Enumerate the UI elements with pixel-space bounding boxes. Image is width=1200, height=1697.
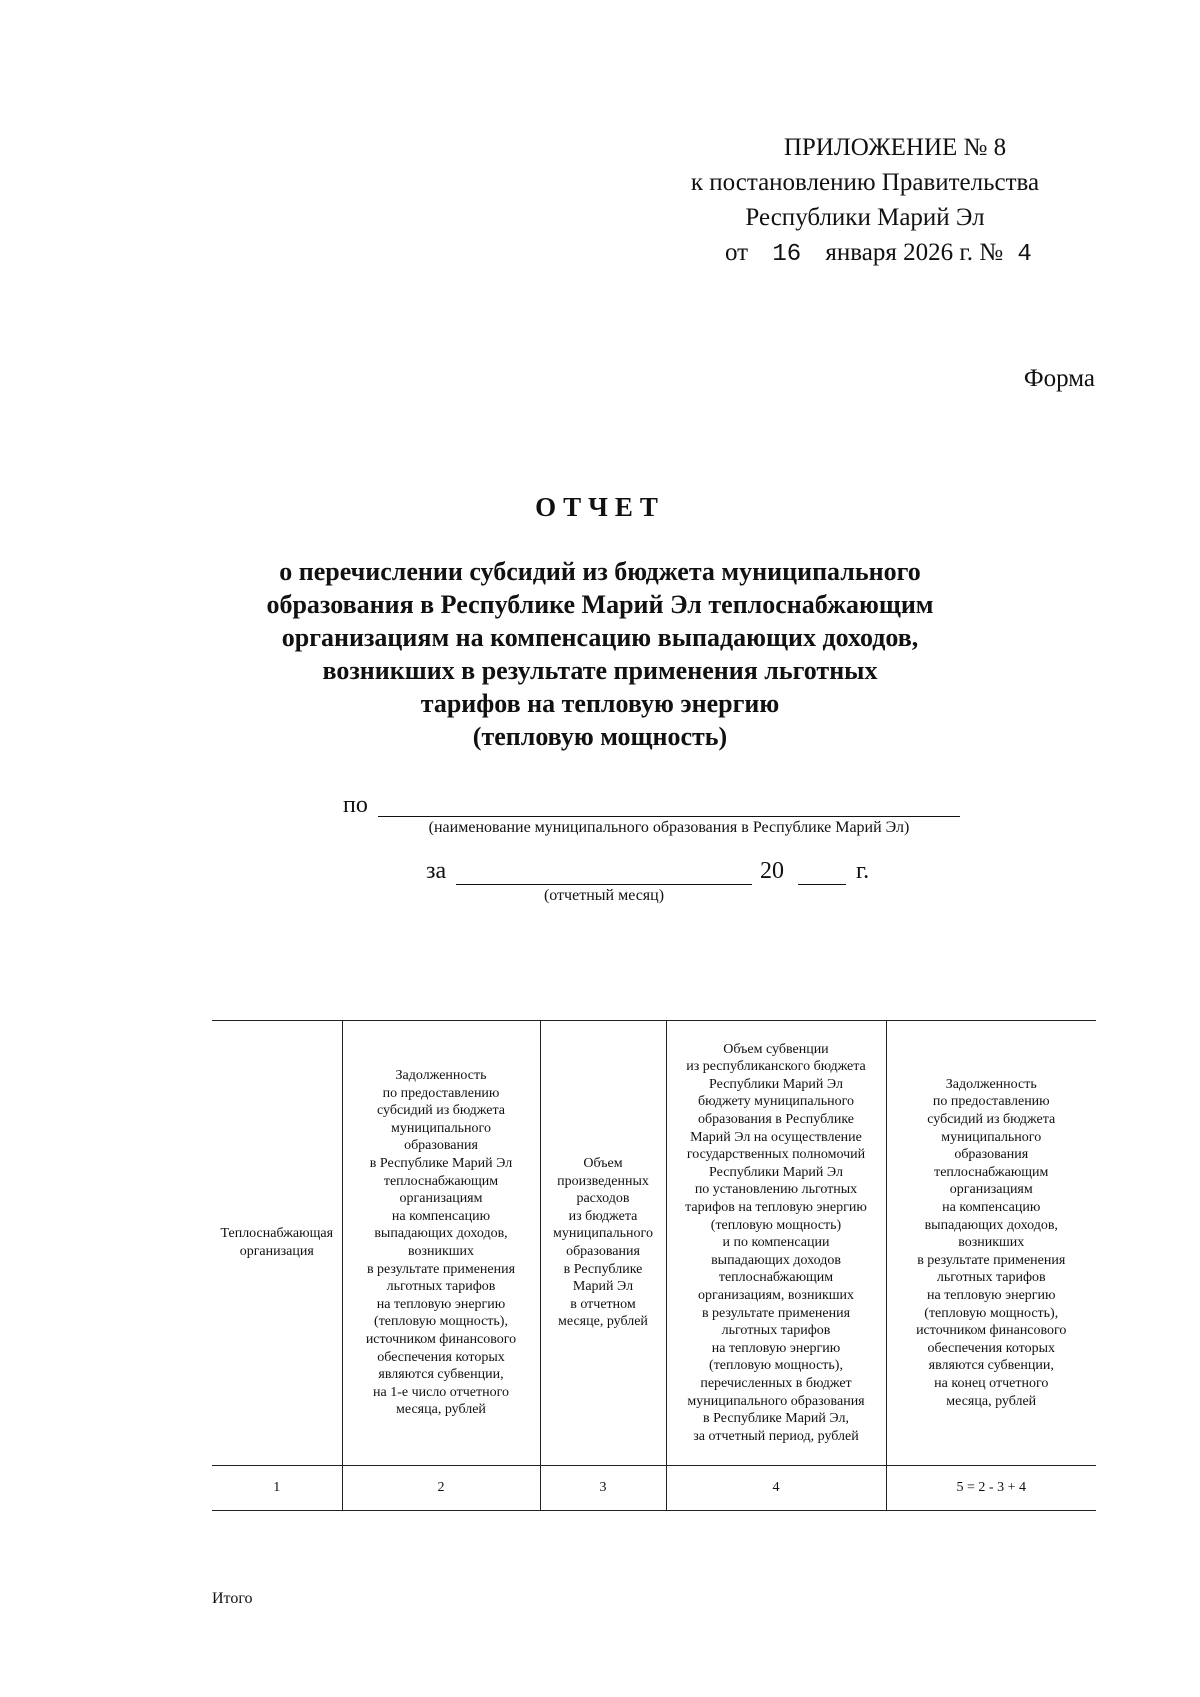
date-prefix: от [725,239,749,266]
subtitle-line: тарифов на тепловую энергию [420,689,780,718]
column-number: 4 [666,1466,886,1511]
po-label: по [343,792,368,818]
table-header-row [212,1021,1096,1466]
decree-number: 4 [1017,241,1032,268]
reporting-month-field[interactable] [456,884,752,885]
total-label: Итого [212,1590,253,1607]
municipality-name-field[interactable] [378,816,960,817]
za-label: за [426,858,447,884]
reporting-month-caption: (отчетный месяц) [543,887,665,904]
appendix-republic: Республики Марий Эл [745,204,985,231]
appendix-date [640,235,1090,272]
header-cell: Теплоснабжающая организация [212,1021,342,1466]
subtitle-line: организациям на компенсацию выпадающих доходов, [281,623,919,652]
column-number: 2 [342,1466,540,1511]
header-cell: Задолженность по предоставлению субсидий из бюджета муниципального образования в Республике Марий Эл теплоснабжающим организациям на компенсацию выпадающих доходов, возникших в результате применения льготных тарифов на тепловую энергию (тепловую мощность), источником финансового обеспечения которых являются субвенции, на 1-е число отчетного месяца, рублей [342,1021,540,1466]
header-cell: Задолженность по предоставлению субсидий из бюджета муниципального образования теплоснабжающим организациям на компенсацию выпадающих доходов, возникших в результате применения льготных тарифов на тепловую энергию (тепловую мощность), источником финансового обеспечения которых являются субвенции, на конец отчетного месяца, рублей [886,1021,1096,1466]
subtitle-line: (тепловую мощность) [472,722,728,751]
column-number: 5 = 2 - 3 + 4 [886,1466,1096,1511]
year-prefix: 20 [760,858,784,884]
appendix-decree: к постановлению Правительства [690,169,1040,196]
subtitle-line: образования в Республике Марий Эл теплоснабжающим [266,590,934,619]
date-day: 16 [772,241,802,268]
year-field[interactable] [798,884,846,885]
appendix-header [640,130,1090,272]
report-subtitle [200,555,1000,753]
date-middle: января 2026 г. № [825,239,1004,266]
header-cell: Объем субвенции из республиканского бюджета Республики Марий Эл бюджету муниципального образования в Республике Марий Эл на осуществление государственных полномочий Республики Марий Эл по установлению льготных тарифов на тепловую энергию (тепловую мощность) и по компенсации выпадающих доходов теплоснабжающим организациям, возникших в результате применения льготных тарифов на тепловую энергию (тепловую мощность), перечисленных в бюджет муниципального образования в Республике Марий Эл, за отчетный период, рублей [666,1021,886,1466]
report-table [212,1020,1096,1511]
appendix-number: ПРИЛОЖЕНИЕ № 8 [783,134,1007,161]
year-suffix: г. [856,858,870,884]
subtitle-line: возникших в результате применения льготных [322,656,878,685]
column-number: 1 [212,1466,342,1511]
subtitle-line: о перечислении субсидий из бюджета муниципального [279,557,921,586]
header-cell: Объем произведенных расходов из бюджета муниципального образования в Республике Марий Эл в отчетном месяце, рублей [540,1021,666,1466]
municipality-caption: (наименование муниципального образования в Республике Марий Эл) [428,819,910,836]
column-number-row [212,1466,1096,1511]
column-number: 3 [540,1466,666,1511]
form-label: Форма [1023,365,1095,392]
report-title: ОТЧЕТ [535,492,665,522]
